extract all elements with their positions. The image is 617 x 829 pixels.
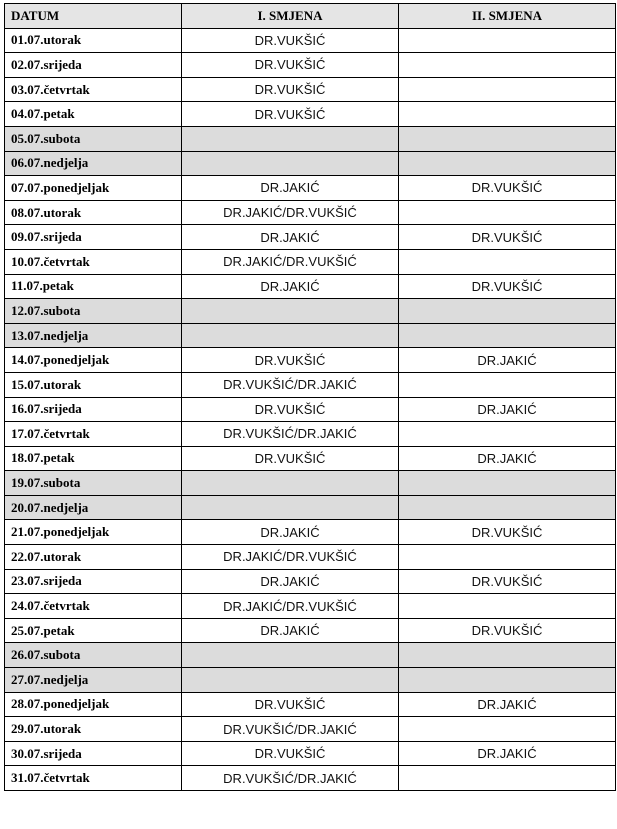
table-row [5,200,616,225]
date-cell: 08.07.utorak [5,200,182,225]
shift-schedule-table [4,3,616,791]
shift-1-cell: DR.VUKŠIĆ [182,446,399,471]
date-cell: 30.07.srijeda [5,741,182,766]
shift-2-cell [399,126,616,151]
shift-2-cell: DR.VUKŠIĆ [399,618,616,643]
shift-2-cell [399,422,616,447]
shift-1-cell: DR.JAKIĆ [182,569,399,594]
date-cell: 27.07.nedjelja [5,668,182,693]
shift-1-cell [182,299,399,324]
header-row [5,4,616,29]
date-cell: 10.07.četvrtak [5,249,182,274]
shift-1-cell [182,668,399,693]
shift-1-cell: DR.JAKIĆ [182,618,399,643]
shift-2-cell [399,77,616,102]
shift-1-cell: DR.VUKŠIĆ [182,692,399,717]
shift-2-cell: DR.JAKIĆ [399,397,616,422]
table-row [5,520,616,545]
table-row [5,594,616,619]
table-row [5,77,616,102]
date-cell: 03.07.četvrtak [5,77,182,102]
table-row [5,569,616,594]
date-cell: 09.07.srijeda [5,225,182,250]
date-cell: 17.07.četvrtak [5,422,182,447]
shift-2-cell [399,151,616,176]
weekend-row [5,126,616,151]
shift-2-cell: DR.JAKIĆ [399,348,616,373]
date-cell: 06.07.nedjelja [5,151,182,176]
shift-1-cell: DR.VUKŠIĆ [182,102,399,127]
shift-2-cell: DR.VUKŠIĆ [399,520,616,545]
date-cell: 19.07.subota [5,471,182,496]
shift-1-cell: DR.VUKŠIĆ/DR.JAKIĆ [182,372,399,397]
table-row [5,397,616,422]
date-cell: 02.07.srijeda [5,53,182,78]
date-cell: 22.07.utorak [5,545,182,570]
weekend-row [5,299,616,324]
table-row [5,422,616,447]
date-cell: 07.07.ponedjeljak [5,176,182,201]
shift-1-cell: DR.VUKŠIĆ [182,28,399,53]
shift-1-cell: DR.JAKIĆ [182,520,399,545]
shift-2-cell [399,200,616,225]
table-row [5,225,616,250]
date-cell: 26.07.subota [5,643,182,668]
shift-1-cell: DR.JAKIĆ/DR.VUKŠIĆ [182,249,399,274]
date-cell: 13.07.nedjelja [5,323,182,348]
date-cell: 16.07.srijeda [5,397,182,422]
shift-2-cell [399,495,616,520]
shift-1-cell [182,323,399,348]
table-row [5,28,616,53]
shift-2-cell [399,594,616,619]
shift-1-cell: DR.VUKŠIĆ/DR.JAKIĆ [182,717,399,742]
table-row [5,53,616,78]
date-cell: 20.07.nedjelja [5,495,182,520]
date-cell: 05.07.subota [5,126,182,151]
shift-1-cell: DR.VUKŠIĆ/DR.JAKIĆ [182,422,399,447]
shift-1-cell: DR.VUKŠIĆ [182,397,399,422]
weekend-row [5,643,616,668]
date-cell: 25.07.petak [5,618,182,643]
table-row [5,102,616,127]
date-cell: 15.07.utorak [5,372,182,397]
date-cell: 23.07.srijeda [5,569,182,594]
header-date: DATUM [5,4,182,29]
header-shift-2: II. SMJENA [399,4,616,29]
shift-2-cell [399,766,616,791]
shift-2-cell [399,372,616,397]
date-cell: 12.07.subota [5,299,182,324]
table-row [5,741,616,766]
shift-1-cell: DR.VUKŠIĆ/DR.JAKIĆ [182,766,399,791]
shift-2-cell: DR.VUKŠIĆ [399,225,616,250]
weekend-row [5,471,616,496]
date-cell: 11.07.petak [5,274,182,299]
table-row [5,176,616,201]
date-cell: 29.07.utorak [5,717,182,742]
shift-2-cell [399,668,616,693]
table-row [5,717,616,742]
shift-2-cell: DR.VUKŠIĆ [399,569,616,594]
shift-1-cell: DR.JAKIĆ [182,274,399,299]
shift-1-cell: DR.VUKŠIĆ [182,53,399,78]
shift-1-cell [182,643,399,668]
shift-2-cell [399,102,616,127]
table-row [5,372,616,397]
shift-2-cell [399,545,616,570]
schedule-body [5,28,616,790]
shift-1-cell: DR.VUKŠIĆ [182,348,399,373]
weekend-row [5,668,616,693]
shift-1-cell [182,495,399,520]
date-cell: 21.07.ponedjeljak [5,520,182,545]
date-cell: 31.07.četvrtak [5,766,182,791]
shift-2-cell [399,643,616,668]
shift-2-cell: DR.VUKŠIĆ [399,176,616,201]
table-row [5,249,616,274]
date-cell: 28.07.ponedjeljak [5,692,182,717]
shift-2-cell [399,471,616,496]
table-row [5,766,616,791]
shift-2-cell: DR.JAKIĆ [399,446,616,471]
header-shift-1: I. SMJENA [182,4,399,29]
table-row [5,274,616,299]
shift-2-cell [399,323,616,348]
shift-2-cell: DR.JAKIĆ [399,741,616,766]
shift-1-cell [182,151,399,176]
shift-2-cell: DR.VUKŠIĆ [399,274,616,299]
table-row [5,446,616,471]
shift-2-cell [399,717,616,742]
shift-1-cell [182,471,399,496]
shift-1-cell: DR.JAKIĆ/DR.VUKŠIĆ [182,200,399,225]
shift-2-cell [399,28,616,53]
date-cell: 01.07.utorak [5,28,182,53]
weekend-row [5,495,616,520]
date-cell: 04.07.petak [5,102,182,127]
shift-1-cell: DR.JAKIĆ/DR.VUKŠIĆ [182,545,399,570]
shift-2-cell [399,53,616,78]
shift-2-cell [399,299,616,324]
shift-1-cell: DR.JAKIĆ [182,225,399,250]
table-row [5,348,616,373]
shift-1-cell: DR.VUKŠIĆ [182,741,399,766]
date-cell: 14.07.ponedjeljak [5,348,182,373]
shift-1-cell: DR.JAKIĆ/DR.VUKŠIĆ [182,594,399,619]
shift-1-cell: DR.JAKIĆ [182,176,399,201]
weekend-row [5,323,616,348]
shift-2-cell [399,249,616,274]
table-row [5,692,616,717]
weekend-row [5,151,616,176]
table-row [5,545,616,570]
table-row [5,618,616,643]
date-cell: 24.07.četvrtak [5,594,182,619]
shift-1-cell [182,126,399,151]
shift-1-cell: DR.VUKŠIĆ [182,77,399,102]
date-cell: 18.07.petak [5,446,182,471]
shift-2-cell: DR.JAKIĆ [399,692,616,717]
